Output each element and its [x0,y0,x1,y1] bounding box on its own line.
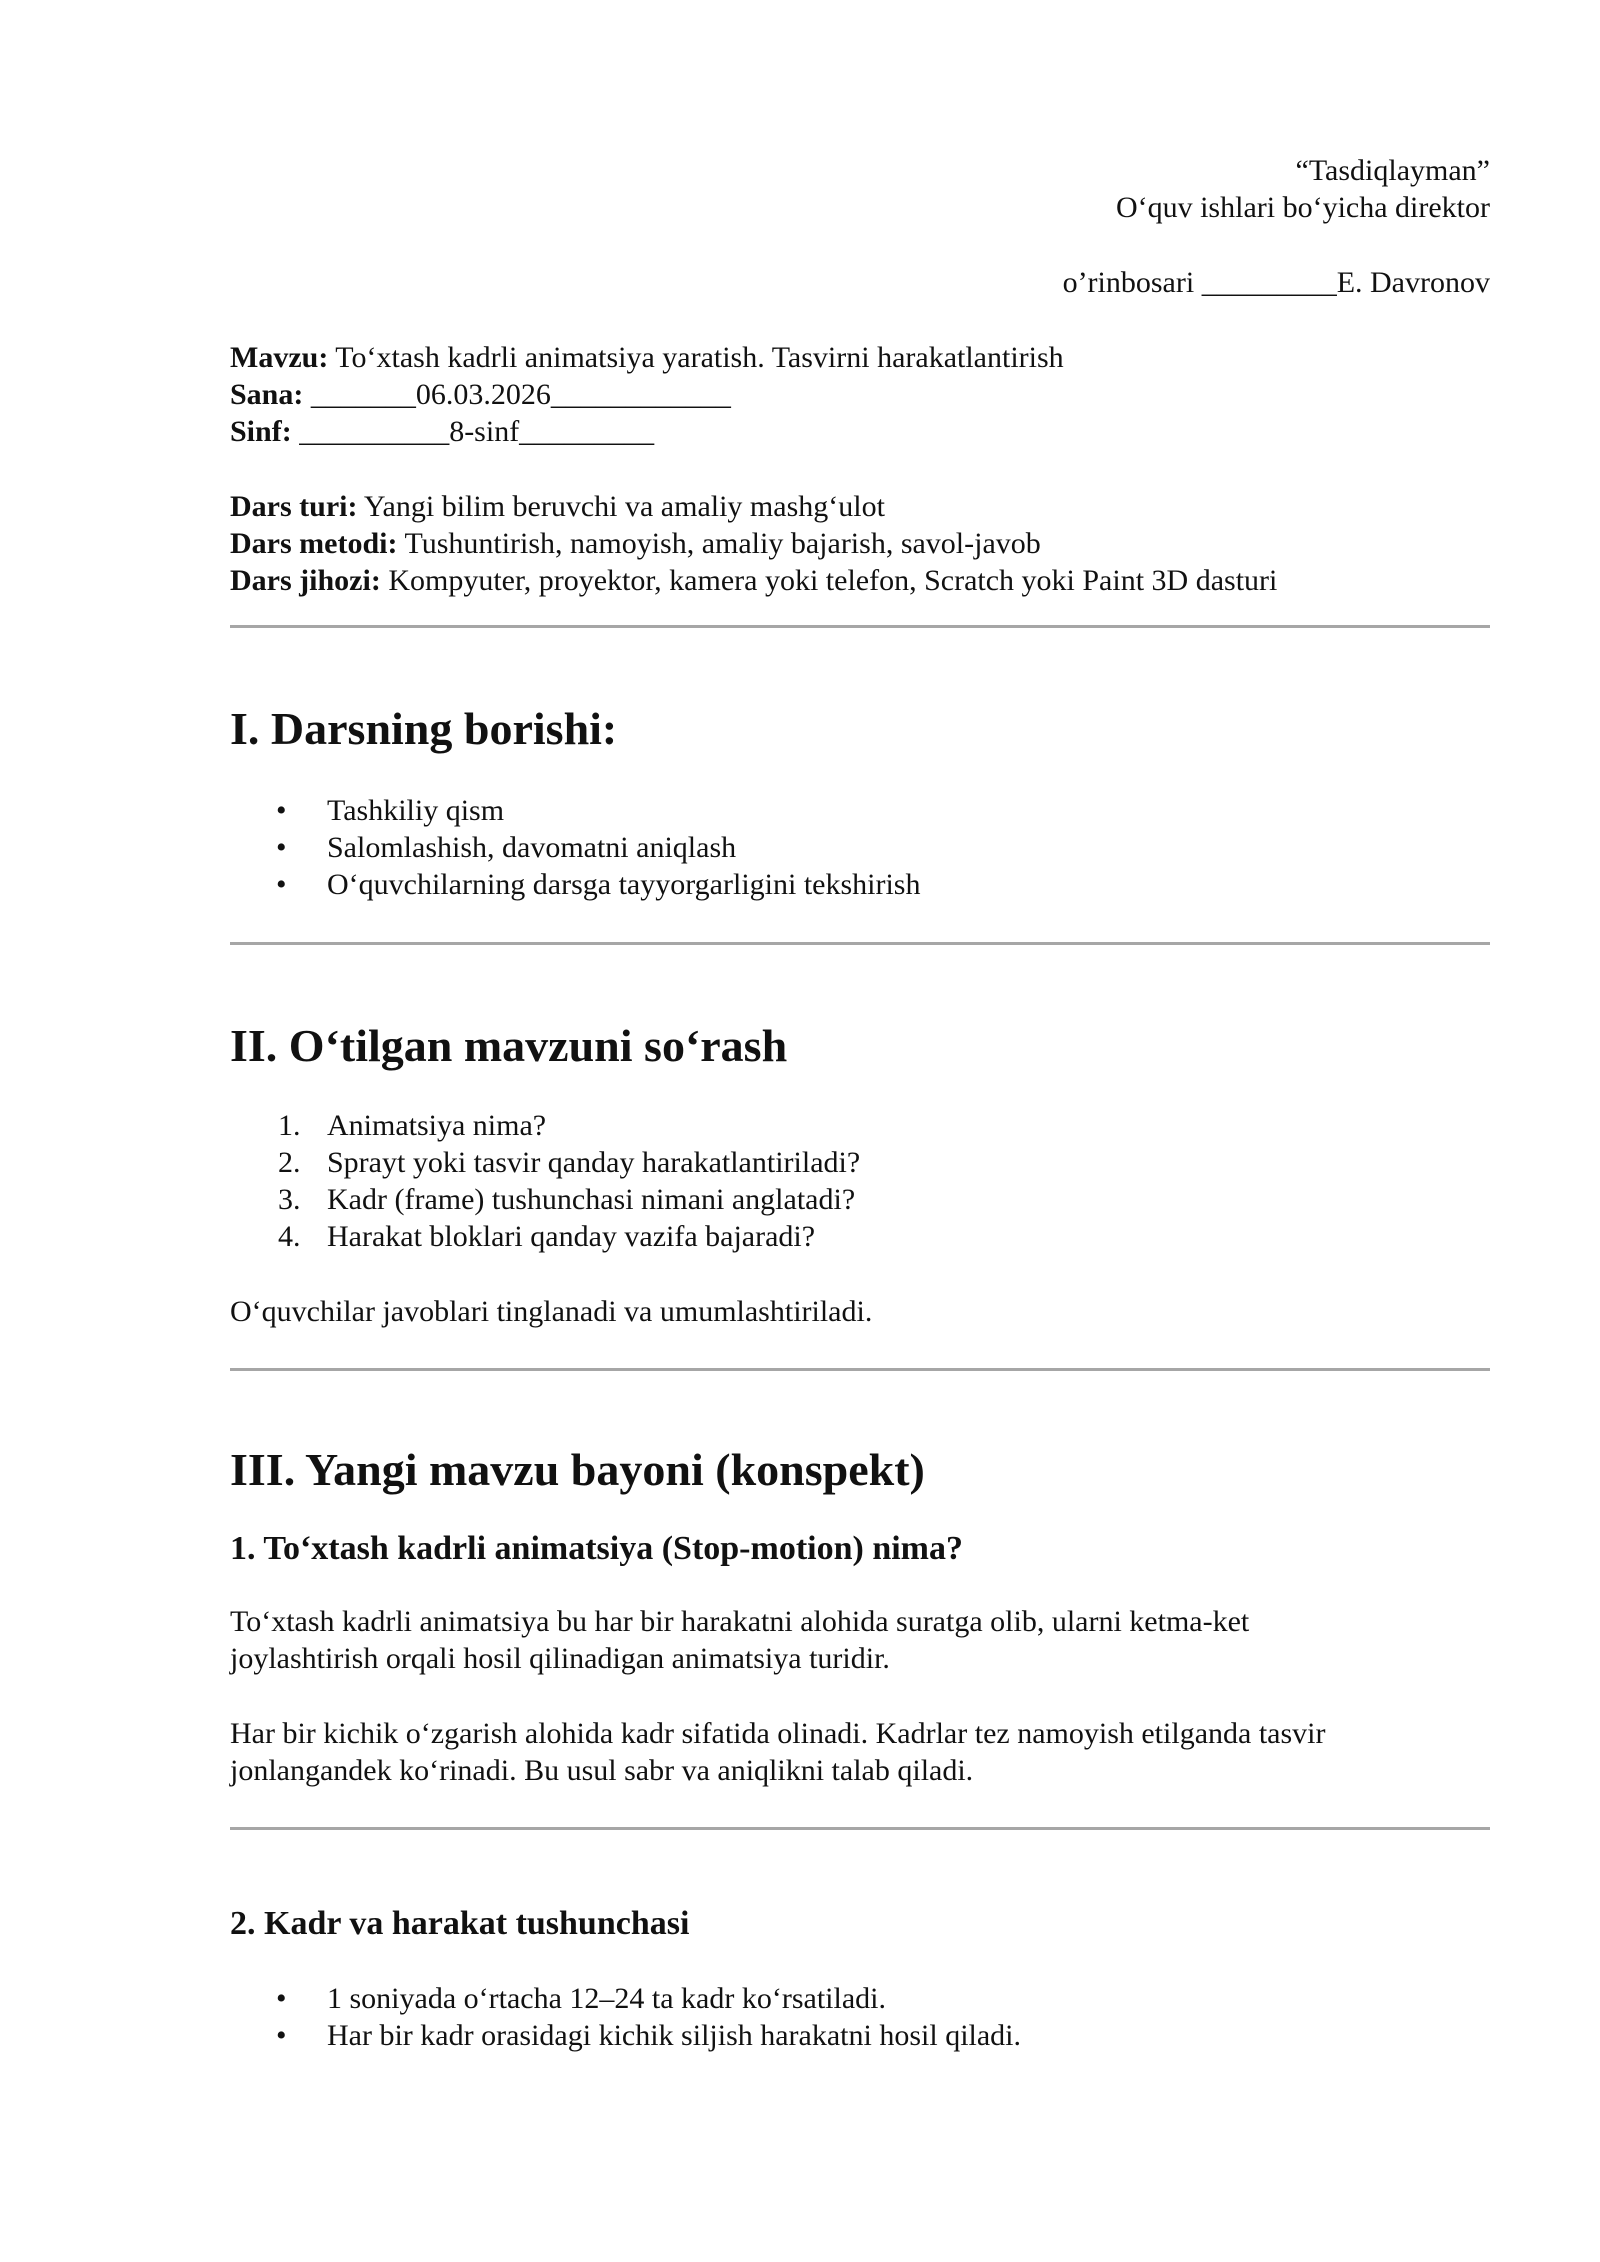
date-value: _______06.03.2026____________ [310,378,731,411]
subsection-2-list [230,1980,1490,2054]
subsection-2-title: 2. Kadr va harakat tushunchasi [230,1905,690,1942]
approval-line-1: “Tasdiqlayman” [1295,154,1490,187]
section-divider [230,625,1490,628]
list-item [230,1218,1490,1255]
bullet-mark: • [276,2019,287,2052]
list-item-text: Sprayt yoki tasvir qanday harakatlantiriladi? [327,1146,861,1179]
section-divider [230,942,1490,945]
list-item [230,1980,1490,2017]
list-number: 1. [278,1109,301,1142]
section-1-title: I. Darsning borishi: [230,703,618,754]
list-item [230,1107,1490,1144]
method-value: Tushuntirish, namoyish, amaliy bajarish, savol-javob [404,527,1041,560]
paragraph-line: joylashtirish orqali hosil qilinadigan animatsiya turidir. [230,1642,890,1675]
topic-label: Mavzu: [230,341,329,374]
list-number: 2. [278,1146,301,1179]
equipment-value: Kompyuter, proyektor, kamera yoki telefon, Scratch yoki Paint 3D dasturi [388,564,1278,597]
approval-block [230,0,1490,301]
class-value: __________8-sinf_________ [299,415,655,448]
paragraph-line: To‘xtash kadrli animatsiya bu har bir harakatni alohida suratga olib, ularni ketma-ket [230,1605,1250,1638]
approval-line-2: O‘quv ishlari bo‘yicha direktor [1115,191,1490,224]
approval-line-3: o’rinbosari _________E. Davronov [1062,266,1490,299]
bullet-mark: • [276,868,287,901]
method-label: Dars metodi: [230,527,398,560]
list-item-text: Tashkiliy qism [327,794,505,827]
section-divider [230,1368,1490,1371]
type-value: Yangi bilim beruvchi va amaliy mashg‘ulot [363,490,885,523]
class-row [230,413,1490,450]
paragraph-line: jonlangandek ko‘rinadi. Bu usul sabr va aniqlikni talab qiladi. [230,1754,974,1787]
section-2-title: II. O‘tilgan mavzuni so‘rash [230,1020,788,1071]
list-item [230,1144,1490,1181]
list-item [230,2017,1490,2054]
list-item-text: Harakat bloklari qanday vazifa bajaradi? [327,1220,816,1253]
list-item [230,792,1490,829]
list-item-text: Salomlashish, davomatni aniqlash [327,831,737,864]
paragraph-line: Har bir kichik o‘zgarish alohida kadr sifatida olinadi. Kadrlar tez namoyish etilganda tasvir [230,1717,1326,1750]
method-row [230,525,1490,562]
list-item [230,829,1490,866]
bullet-mark: • [276,794,287,827]
class-label: Sinf: [230,415,292,448]
equipment-row [230,562,1490,599]
list-number: 4. [278,1220,301,1253]
list-number: 3. [278,1183,301,1216]
list-item-text: O‘quvchilarning darsga tayyorgarligini tekshirish [327,868,921,901]
lesson-details [230,488,1490,599]
topic-row [230,339,1490,376]
list-item-text: Kadr (frame) tushunchasi nimani anglatadi? [327,1183,856,1216]
section-2-note: O‘quvchilar javoblari tinglanadi va umumlashtiriladi. [230,1295,873,1328]
section-divider [230,1827,1490,1830]
document-content [230,0,1490,2054]
list-item-text: 1 soniyada o‘rtacha 12–24 ta kadr ko‘rsatiladi. [327,1982,886,2015]
equipment-label: Dars jihozi: [230,564,381,597]
list-item [230,866,1490,903]
lesson-meta [230,339,1490,450]
topic-value: To‘xtash kadrli animatsiya yaratish. Tasvirni harakatlantirish [335,341,1064,374]
type-row [230,488,1490,525]
list-item-text: Animatsiya nima? [327,1109,547,1142]
bullet-mark: • [276,1982,287,2015]
list-item-text: Har bir kadr orasidagi kichik siljish harakatni hosil qiladi. [327,2019,1022,2052]
date-row [230,376,1490,413]
section-2-list [230,1107,1490,1255]
list-item [230,1181,1490,1218]
bullet-mark: • [276,831,287,864]
date-label: Sana: [230,378,304,411]
subsection-1-title: 1. To‘xtash kadrli animatsiya (Stop-motion) nima? [230,1530,963,1567]
type-label: Dars turi: [230,490,358,523]
section-3-title: III. Yangi mavzu bayoni (konspekt) [230,1444,925,1495]
subsection-1-paragraph-2 [230,1715,1490,1789]
section-1-list [230,792,1490,903]
subsection-1-paragraph-1 [230,1603,1490,1677]
